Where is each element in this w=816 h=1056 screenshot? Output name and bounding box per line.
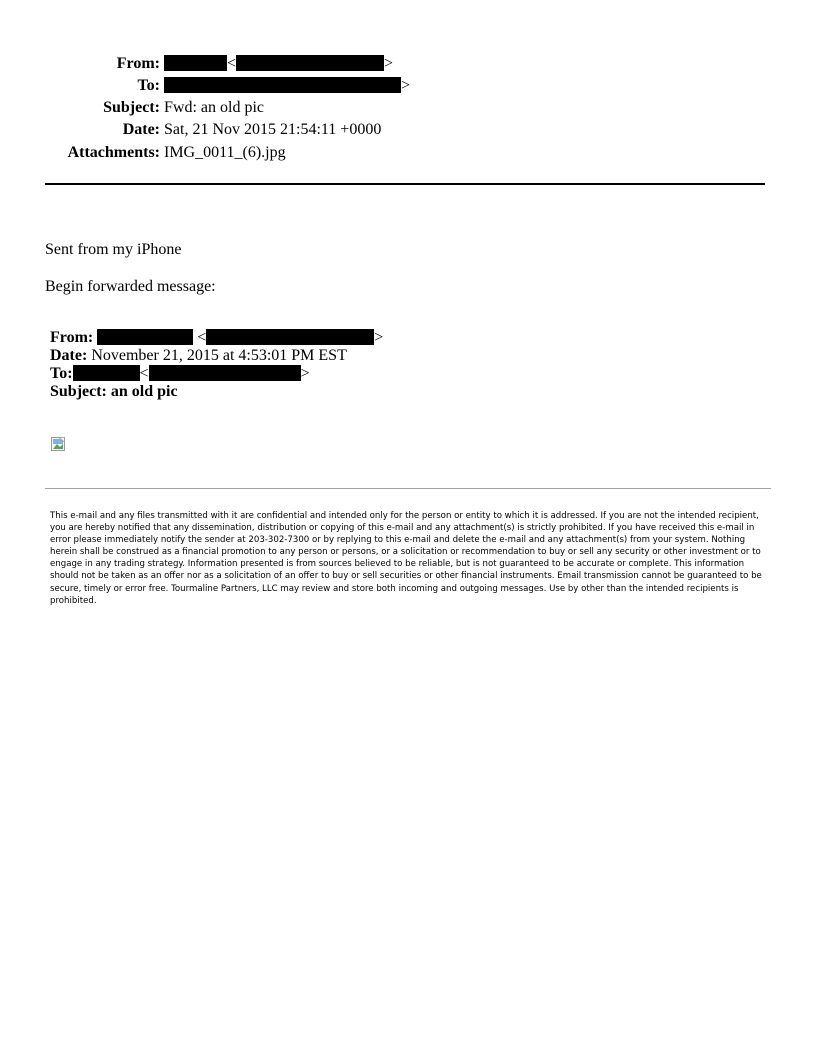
redaction-block bbox=[164, 55, 227, 71]
sent-from-line: Sent from my iPhone bbox=[45, 241, 182, 258]
angle-close: > bbox=[300, 365, 310, 382]
redaction-block bbox=[206, 329, 374, 345]
angle-close: > bbox=[401, 77, 411, 94]
begin-forwarded-line: Begin forwarded message: bbox=[45, 278, 216, 295]
forwarded-from-label: From: bbox=[50, 329, 94, 346]
broken-image-icon bbox=[50, 436, 66, 452]
header-subject-value: Fwd: an old pic bbox=[164, 99, 264, 116]
forwarded-to-row bbox=[50, 365, 310, 383]
forwarded-subject-label: Subject: bbox=[50, 383, 107, 400]
forwarded-subject-row bbox=[50, 383, 178, 401]
header-date-value: Sat, 21 Nov 2015 21:54:11 +0000 bbox=[164, 121, 382, 138]
redaction-block bbox=[97, 329, 193, 345]
redaction-block bbox=[164, 77, 401, 93]
forwarded-from-row bbox=[50, 329, 383, 347]
footer-divider bbox=[45, 488, 771, 489]
redaction-block bbox=[236, 55, 384, 71]
forwarded-date-label: Date: bbox=[50, 347, 88, 364]
header-attachments-label: Attachments: bbox=[67, 144, 160, 161]
header-to-label: To: bbox=[137, 77, 160, 94]
header-to-value bbox=[164, 77, 410, 95]
header-attachments-value[interactable]: IMG_0011_(6).jpg bbox=[164, 144, 286, 161]
angle-close: > bbox=[374, 329, 384, 346]
header-date-label: Date: bbox=[122, 121, 160, 138]
header-from-value bbox=[164, 55, 393, 73]
forwarded-to-label: To: bbox=[50, 365, 73, 382]
header-from-label: From: bbox=[116, 55, 160, 72]
header-subject-label: Subject: bbox=[103, 99, 160, 116]
legal-disclaimer: This e-mail and any files transmitted with it are confidential and intended only for the person or entity to which it is addressed. If you are not the intended recipient, you are hereby notified that any dissemination, distribution or copying of this e-mail and any attachment(s) is strictly prohibited. If you have received this e-mail in error please immediately notify the sender at 203-302-7300 or by replying to this e-mail and delete the e-mail and any attachment(s) from your system. Nothing herein shall be construed as a financial promotion to any person or persons, or a solicitation or recommendation to buy or sell any security or other investment or to engage in any trading strategy. Information presented is from sources believed to be reliable, but is not guaranteed to be accurate or complete. This information should not be taken as an offer nor as a solicitation of an offer to buy or sell securities or other financial instruments. Email transmission cannot be guaranteed to be secure, timely or error free. Tourmaline Partners, LLC may review and store both incoming and outgoing messages. Use by other than the intended recipients is prohibited. bbox=[50, 511, 762, 606]
redaction-block bbox=[149, 365, 301, 381]
angle-open: < bbox=[139, 365, 149, 382]
redaction-block bbox=[73, 365, 140, 381]
angle-close: > bbox=[384, 55, 394, 72]
header-divider bbox=[45, 183, 765, 185]
forwarded-subject-value: an old pic bbox=[110, 383, 178, 400]
forwarded-date-value: November 21, 2015 at 4:53:01 PM EST bbox=[91, 347, 347, 364]
angle-open: < bbox=[197, 329, 207, 346]
angle-open: < bbox=[227, 55, 237, 72]
forwarded-date-row bbox=[50, 347, 347, 365]
